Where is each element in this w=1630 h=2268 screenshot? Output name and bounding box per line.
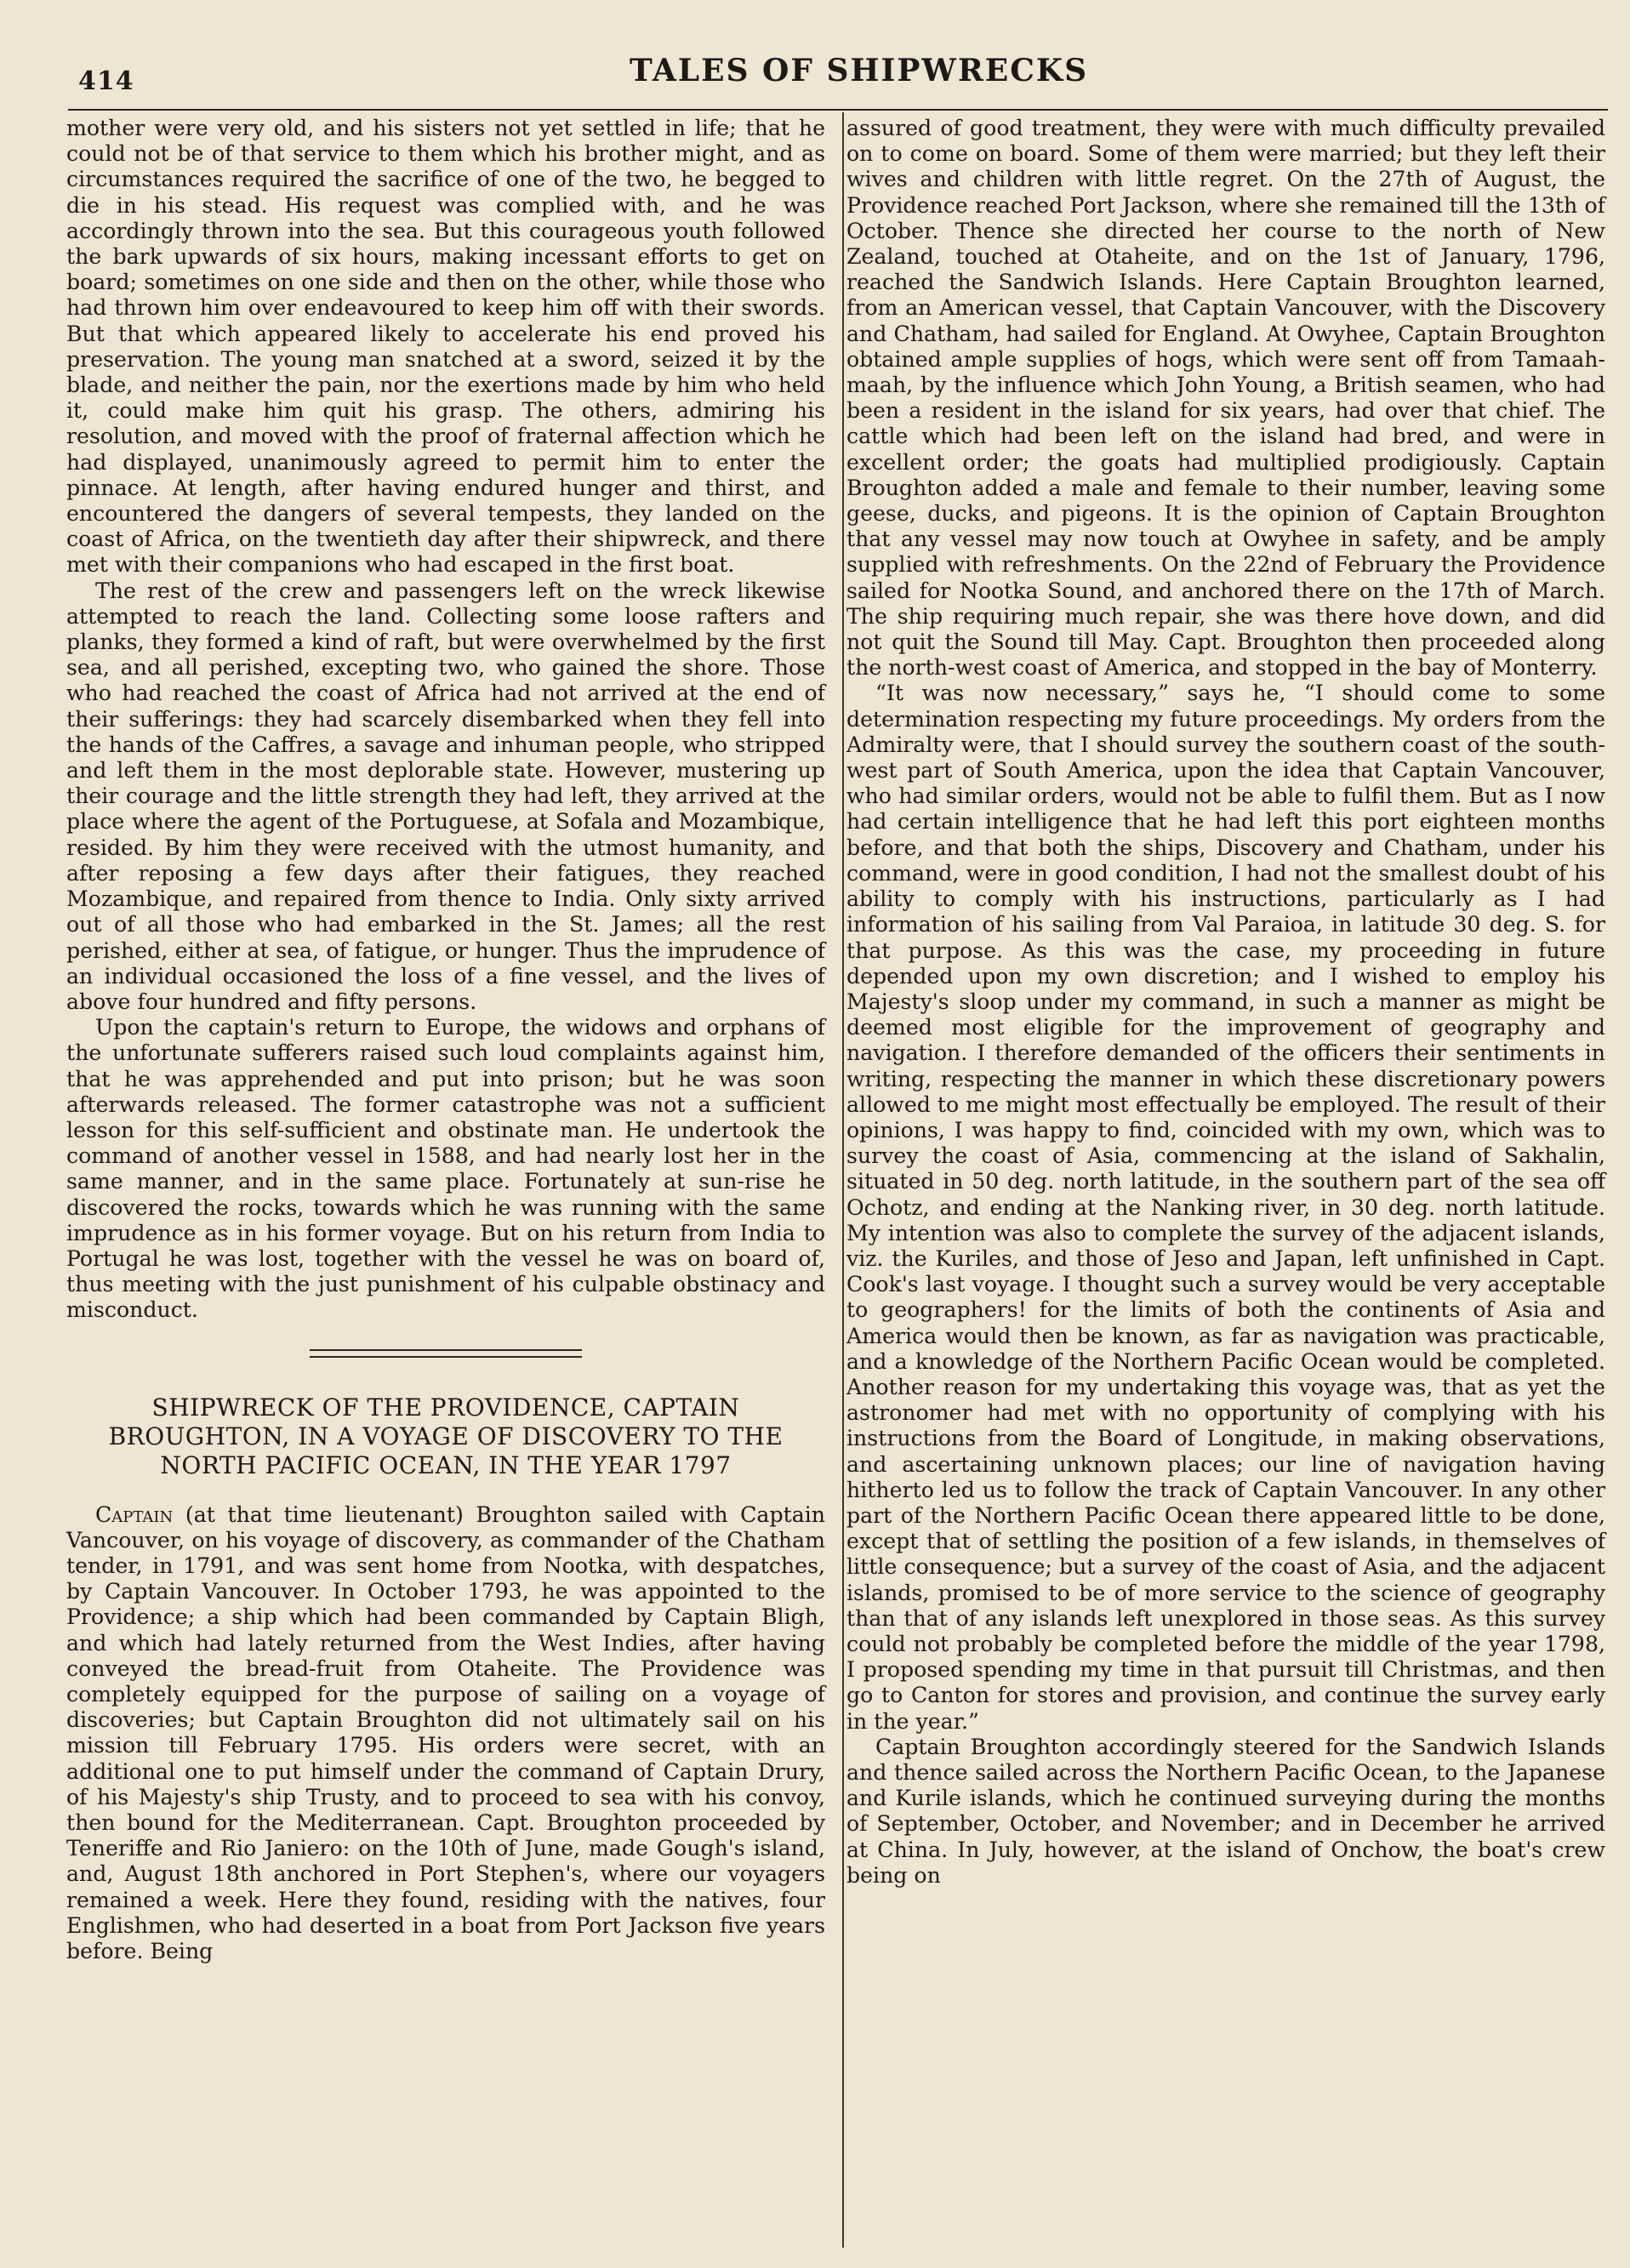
paragraph: Captain Broughton accordingly steered for the Sandwich Islands and thence sailed across the Northern Pacific Ocean, to the Japanese and Kurile islands, which he continued surveying during the months of September, October, and November; and in December he arrived at China. In July, however, at the island of Onchow, the boat's crew being on xyxy=(846,1734,1605,1888)
paragraph: The rest of the crew and passengers left on the wreck likewise attempted to reach the land. Collecting some loose rafters and planks, they formed a kind of raft, but were overwhelmed by the first sea, and all perished, excepting two, who gained the shore. Those who had reached the coast of Africa had not arrived at the end of their sufferings: they had scarcely disembarked when they fell into the hands of the Caffres, a savage and inhuman people, who stripped and left them in the most deplorable state. However, mustering up their courage and the little strength they had left, they arrived at the place where the agent of the Portuguese, at Sofala and Mozambique, resided. By him they were received with the utmost humanity, and after reposing a few days after their fatigues, they reached Mozambique, and repaired from thence to India. Only sixty arrived out of all those who had embarked in the St. James; all the rest perished, either at sea, of fatigue, or hunger. Thus the imprudence of an individual occasioned the loss of a fine vessel, and the lives of above four hundred and fifty persons. xyxy=(66,578,825,1014)
lead-word: Captain xyxy=(95,1502,174,1527)
right-column xyxy=(846,116,1605,1889)
paragraph xyxy=(66,1502,825,1965)
section-divider xyxy=(310,1349,582,1358)
left-column xyxy=(66,116,825,1964)
column-divider xyxy=(842,112,844,2248)
paragraph: “It was now necessary,” says he, “I should come to some determination respecting my future proceedings. My orders from the Admiralty were, that I should survey the southern coast of the south-west part of South America, upon the idea that Captain Vancouver, who had similar orders, would not be able to fulfil them. But as I now had certain intelligence that he had left this port eighteen months before, and that both the ships, Discovery and Chatham, under his command, were in good condition, I had not the smallest doubt of his ability to comply with his instructions, particularly as I had information of his sailing from Val Paraioa, in latitude 30 deg. S. for that purpose. As this was the case, my proceeding in future depended upon my own discretion; and I wished to employ his Majesty's sloop under my command, in such a manner as might be deemed most eligible for the improvement of geography and navigation. I therefore demanded of the officers their sentiments in writing, respecting the manner in which these discretionary powers allowed to me might most effectually be employed. The result of their opinions, I was happy to find, coincided with my own, which was to survey the coast of Asia, commencing at the island of Sakhalin, situated in 50 deg. north latitude, in the southern part of the sea off Ochotz, and ending at the Nanking river, in 30 deg. north latitude. My intention was also to complete the survey of the adjacent islands, viz. the Kuriles, and those of Jeso and Japan, left unfinished in Capt. Cook's last voyage. I thought such a survey would be very acceptable to geographers! for the limits of both the continents of Asia and America would then be known, as far as navigation was practicable, and a knowledge of the Northern Pacific Ocean would be completed. Another reason for my undertaking this voyage was, that as yet the astronomer had met with no opportunity of complying with his instructions from the Board of Longitude, in making observations, and ascertaining unknown places; our line of navigation having hitherto led us to follow the track of Captain Vancouver. In any other part of the Northern Pacific Ocean there appeared little to be done, except that of settling the position of a few islands, in themselves of little consequence; but a survey of the coast of Asia, and the adjacent islands, promised to be of more service to the science of geography than that of any islands left unexplored in those seas. As this survey could not probably be completed before the middle of the year 1798, I proposed spending my time in that pursuit till Christmas, and then go to Canton for stores and provision, and continue the survey early in the year.” xyxy=(846,681,1605,1734)
paragraph: assured of good treatment, they were with much difficulty prevailed on to come on board. Some of them were married; but they left their wives and children with little regret. On the 27th of August, the Providence reached Port Jackson, where she remained till the 13th of October. Thence she directed her course to the north of New Zealand, touched at Otaheite, and on the 1st of January, 1796, reached the Sandwich Islands. Here Captain Broughton learned, from an American vessel, that Captain Vancouver, with the Discovery and Chatham, had sailed for England. At Owyhee, Captain Broughton obtained ample supplies of hogs, which were sent off from Tamaah-maah, by the influence which John Young, a British seamen, who had been a resident in the island for six years, had over that chief. The cattle which had been left on the island had bred, and were in excellent order; the goats had multiplied prodigiously. Captain Broughton added a male and female to their number, leaving some geese, ducks, and pigeons. It is the opinion of Captain Broughton that any vessel may now touch at Owyhee in safety, and be amply supplied with refreshments. On the 22nd of February the Providence sailed for Nootka Sound, and anchored there on the 17th of March. The ship requiring much repair, she was there hove down, and did not quit the Sound till May. Capt. Broughton then proceeded along the north-west coast of America, and stopped in the bay of Monterry. xyxy=(846,116,1605,681)
article-title: SHIPWRECK OF THE PROVIDENCE, CAPTAIN BROUGHTON, IN A VOYAGE OF DISCOVERY TO THE NORTH PACIFIC OCEAN, IN THE YEAR 1797 xyxy=(108,1393,784,1479)
paragraph: mother were very old, and his sisters not yet settled in life; that he could not be of that service to them which his brother might, and as circumstances required the sacrifice of one of the two, he begged to die in his stead. His request was complied with, and he was accordingly thrown into the sea. But this courageous youth followed the bark upwards of six hours, making incessant efforts to get on board; sometimes on one side and then on the other, while those who had thrown him over endeavoured to keep him off with their swords. But that which appeared likely to accelerate his end proved his preservation. The young man snatched at a sword, seized it by the blade, and neither the pain, nor the exertions made by him who held it, could make him quit his grasp. The others, admiring his resolution, and moved with the proof of fraternal affection which he had displayed, unanimously agreed to permit him to enter the pinnace. At length, after having endured hunger and thirst, and encountered the dangers of several tempests, they landed on the coast of Africa, on the twentieth day after their shipwreck, and there met with their companions who had escaped in the first boat. xyxy=(66,116,825,578)
running-title: TALES OF SHIPWRECKS xyxy=(630,53,1089,88)
paragraph: Upon the captain's return to Europe, the widows and orphans of the unfortunate sufferers raised such loud complaints against him, that he was apprehended and put into prison; but he was soon afterwards released. The former catastrophe was not a sufficient lesson for this self-sufficient and obstinate man. He undertook the command of another vessel in 1588, and had nearly lost her in the same manner, and in the same place. Fortunately at sun-rise he discovered the rocks, towards which he was running with the same imprudence as in his former voyage. But on his return from India to Portugal he was lost, together with the vessel he was on board of, thus meeting with the just punishment of his culpable obstinacy and misconduct. xyxy=(66,1015,825,1323)
page-number: 414 xyxy=(78,66,134,96)
header-rule xyxy=(68,109,1608,111)
paragraph-text: (at that time lieutenant) Broughton sailed with Captain Vancouver, on his voyage of discovery, as commander of the Chatham tender, in 1791, and was sent home from Nootka, with despatches, by Captain Vancouver. In October 1793, he was appointed to the Providence; a ship which had been commanded by Captain Bligh, and which had lately returned from the West Indies, after having conveyed the bread-fruit from Otaheite. The Providence was completely equipped for the purpose of sailing on a voyage of discoveries; but Captain Broughton did not ultimately sail on his mission till February 1795. His orders were secret, with an additional one to put himself under the command of Captain Drury, of his Majesty's ship Trusty, and to proceed to sea with his convoy, then bound for the Mediterranean. Capt. Broughton proceeded by Teneriffe and Rio Janiero: on the 10th of June, made Gough's island, and, August 18th anchored in Port Stephen's, where our voyagers remained a week. Here they found, residing with the natives, four Englishmen, who had deserted in a boat from Port Jackson five years before. Being xyxy=(66,1502,825,1963)
